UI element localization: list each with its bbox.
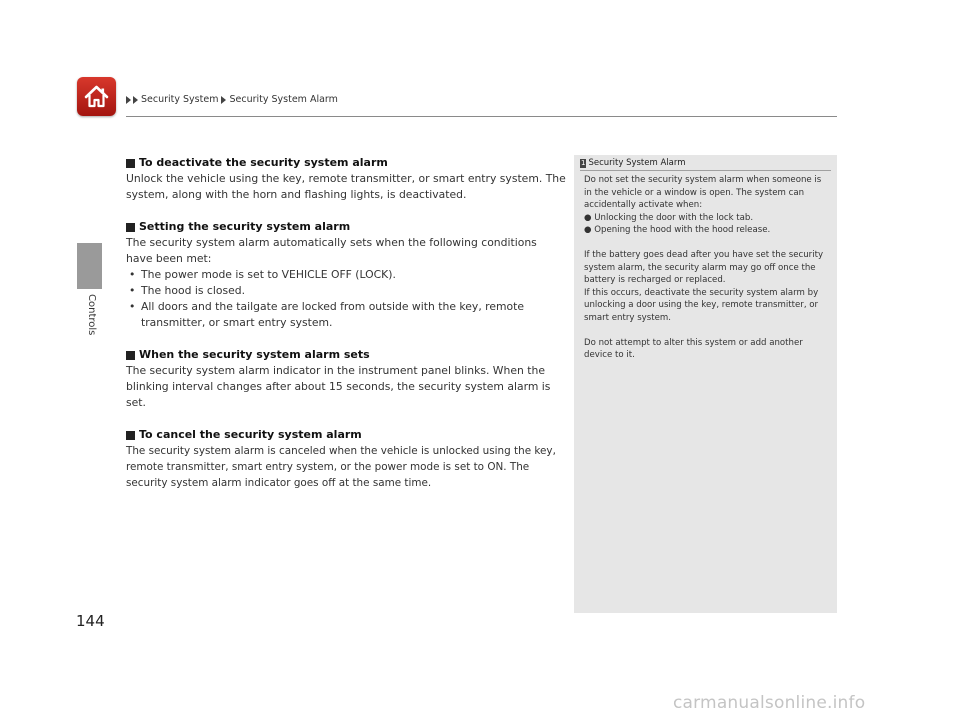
list-item: • The hood is closed. bbox=[126, 283, 566, 299]
sidebar-text: Do not set the security system alarm when someone is in the vehicle or a window is open. The system can accidentally activate when: bbox=[584, 175, 822, 210]
section-text: The security system alarm indicator in the instrument panel blinks. When the blinking interval changes after about 15 seconds, the security system alarm is set. bbox=[126, 364, 551, 409]
square-bullet-icon bbox=[126, 431, 135, 440]
section-heading: When the security system alarm sets bbox=[126, 347, 566, 363]
home-button[interactable] bbox=[77, 77, 116, 116]
section-text: Unlock the vehicle using the key, remote transmitter, or smart entry system. The system, along with the horn and flashing lights, is deactivated. bbox=[126, 172, 566, 201]
sidebar-text: Do not attempt to alter this system or add another device to it. bbox=[584, 337, 803, 360]
section-alarm-sets bbox=[126, 347, 566, 411]
note-sidebar bbox=[574, 155, 837, 613]
watermark: carmanualsonline.info bbox=[673, 693, 866, 713]
header-divider bbox=[126, 116, 837, 117]
section-deactivate bbox=[126, 155, 566, 203]
chapter-tab[interactable] bbox=[77, 243, 102, 289]
square-bullet-icon bbox=[126, 351, 135, 360]
sidebar-divider bbox=[580, 170, 831, 171]
breadcrumb-arrow-icon bbox=[133, 96, 138, 104]
section-heading: Setting the security system alarm bbox=[126, 219, 566, 235]
sidebar-text: If this occurs, deactivate the security system alarm by unlocking a door using the key, remote transmitter, or smart entry system. bbox=[584, 287, 819, 323]
breadcrumb-item[interactable]: Security System bbox=[141, 94, 219, 105]
breadcrumb-arrow-icon bbox=[221, 96, 226, 104]
section-heading: To deactivate the security system alarm bbox=[126, 155, 566, 171]
section-text: The security system alarm is canceled when the vehicle is unlocked using the key, remote transmitter, smart entry system, or the power mode is set to ON. The security system alarm indicator goes off at the same time. bbox=[126, 445, 556, 489]
section-heading: To cancel the security system alarm bbox=[126, 427, 566, 443]
breadcrumb bbox=[126, 94, 341, 105]
list-item: • All doors and the tailgate are locked from outside with the key, remote transmitter, or smart entry system. bbox=[126, 299, 566, 331]
page-number: 144 bbox=[76, 612, 105, 630]
sidebar-list-item: ● Opening the hood with the hood release. bbox=[584, 225, 771, 235]
chapter-label: Controls bbox=[86, 294, 97, 336]
main-content bbox=[126, 155, 566, 507]
section-setting bbox=[126, 219, 566, 331]
sidebar-body bbox=[584, 174, 831, 362]
square-bullet-icon bbox=[126, 223, 135, 232]
home-icon bbox=[82, 82, 111, 111]
list-item: • The power mode is set to VEHICLE OFF (LOCK). bbox=[126, 267, 566, 283]
breadcrumb-arrow-icon bbox=[126, 96, 131, 104]
sidebar-text: If the battery goes dead after you have set the security system alarm, the security alarm may go off once the battery is recharged or replaced. bbox=[584, 250, 824, 285]
breadcrumb-item[interactable]: Security System Alarm bbox=[229, 94, 338, 105]
section-text: The security system alarm automatically sets when the following conditions have been met: bbox=[126, 236, 537, 265]
sidebar-list-item: ● Unlocking the door with the lock tab. bbox=[584, 212, 754, 223]
section-cancel bbox=[126, 427, 566, 491]
condition-list bbox=[126, 267, 566, 331]
reference-number-icon: 1 bbox=[581, 158, 586, 167]
sidebar-heading: 1 Security System Alarm bbox=[581, 158, 686, 168]
square-bullet-icon bbox=[126, 159, 135, 168]
